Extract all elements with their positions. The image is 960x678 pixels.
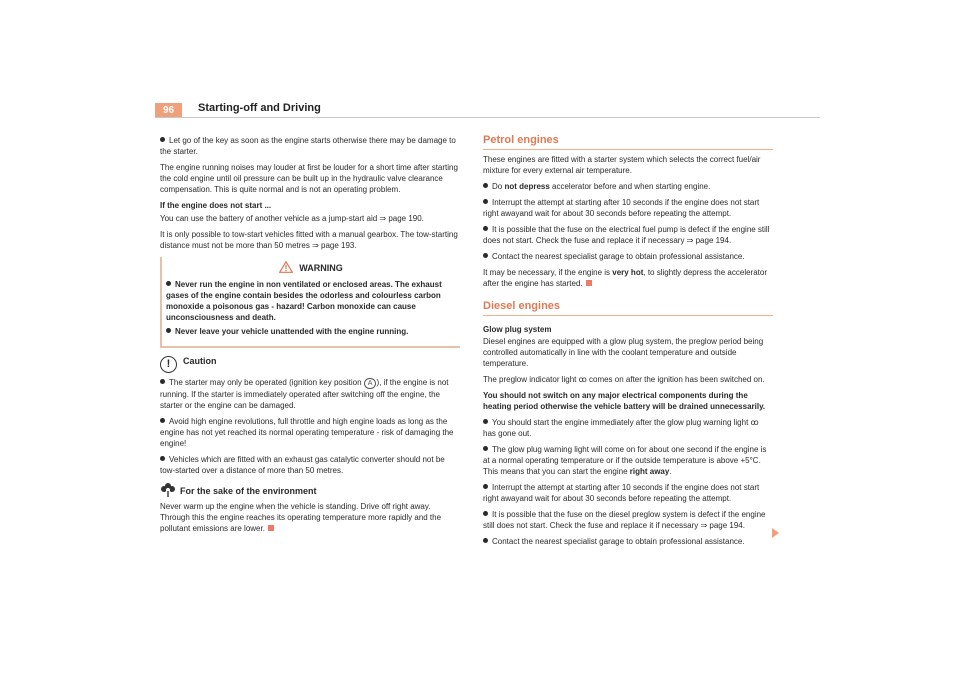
petrol-bullet-garage: Contact the nearest specialist garage to obtain professional assistance. bbox=[483, 251, 773, 262]
left-column bbox=[160, 135, 460, 539]
diesel-preglow: The preglow indicator light ꝏ comes on after the ignition has been switched on. bbox=[483, 375, 765, 384]
subheading-no-start: If the engine does not start ... bbox=[160, 201, 272, 210]
environment-heading: For the sake of the environment bbox=[160, 482, 460, 497]
bullet-icon bbox=[483, 183, 488, 188]
paragraph-tow-start: It is only possible to tow-start vehicles fitted with a manual gearbox. The tow-starting distance must not be more than 50 metres ⇒ page 193. bbox=[160, 230, 458, 250]
bullet-icon bbox=[160, 379, 165, 384]
diesel-intro: Diesel engines are equipped with a glow plug system, the preglow period being controlled automatically in line with the coolant temperature and outside temperature. bbox=[483, 337, 764, 368]
environment-flower-icon bbox=[160, 482, 176, 497]
paragraph-jump-start: You can use the battery of another vehicle as a jump-start aid ⇒ page 190. bbox=[160, 214, 424, 223]
subheading-glow-plug: Glow plug system bbox=[483, 325, 552, 334]
section-title-diesel: Diesel engines bbox=[483, 301, 773, 316]
caution-heading: ! Caution bbox=[160, 356, 460, 373]
warning-box bbox=[160, 257, 460, 348]
petrol-bullet-fuse: It is possible that the fuse on the electrical fuel pump is defect if the engine still does not start. Check the fuse and replace it if necessary ⇒ page 194. bbox=[483, 225, 770, 245]
petrol-outro: It may be necessary, if the engine is very hot, to slightly depress the accelerator after the engine has started. bbox=[483, 268, 767, 288]
page-number: 96 bbox=[155, 103, 182, 118]
bullet-icon bbox=[160, 418, 165, 423]
bullet-icon bbox=[483, 511, 488, 516]
bullet-icon bbox=[483, 199, 488, 204]
header-rule bbox=[155, 117, 820, 118]
glow-plug-icon: ꝏ bbox=[578, 375, 587, 384]
warning-bullet-ventilation: Never run the engine in non ventilated or enclosed areas. The exhaust gases of the engine contain besides the odorless and colourless carbon monoxide a poisonous gas - hazard! Carbon monoxide can cause unconsciousness and death. bbox=[166, 280, 442, 322]
petrol-intro: These engines are fitted with a starter system which selects the correct fuel/air mixture for every external air temperature. bbox=[483, 155, 761, 175]
bullet-icon bbox=[160, 137, 165, 142]
warning-triangle-icon bbox=[279, 261, 293, 273]
section-end-icon bbox=[268, 525, 274, 531]
section-title-petrol: Petrol engines bbox=[483, 135, 773, 150]
caution-bullet-starter: The starter may only be operated (ignition key position A ), if the engine is not running. If the starter is immediately operated after switching off the engine, the starter or the engine can be damaged. bbox=[160, 378, 449, 410]
next-page-arrow-icon bbox=[772, 528, 779, 538]
petrol-bullet-accelerator: Do not depress accelerator before and when starting engine. bbox=[483, 181, 773, 192]
glow-plug-icon: ꝏ bbox=[750, 418, 759, 427]
bullet-icon bbox=[483, 419, 488, 424]
bullet-icon bbox=[166, 328, 171, 333]
warning-heading: WARNING bbox=[166, 261, 456, 274]
page-title: Starting-off and Driving bbox=[198, 102, 321, 114]
warning-bullet-unattended: Never leave your vehicle unattended with the engine running. bbox=[166, 326, 456, 337]
paragraph-noise: The engine running noises may louder at first be louder for a short time after starting the cold engine until oil pressure can be built up in the hydraulic valve clearance compensation. This is quite normal and is not an operating problem. bbox=[160, 163, 458, 194]
environment-text: Never warm up the engine when the vehicle is standing. Drive off right away. Through this the engine reaches its operating temperature more rapidly and the pollutant emissions are lower. bbox=[160, 502, 442, 533]
diesel-bullet-start: You should start the engine immediately after the glow plug warning light ꝏ has gone out. bbox=[483, 418, 759, 438]
bullet-icon bbox=[483, 484, 488, 489]
petrol-bullet-interrupt: Interrupt the attempt at starting after 10 seconds if the engine does not start right awayand wait for about 30 seconds before repeating the attempt. bbox=[483, 198, 760, 218]
caution-bullet-catalytic: Vehicles which are fitted with an exhaust gas catalytic converter should not be tow-started over a distance of more than 50 metres. bbox=[160, 455, 445, 475]
bullet-release-key: Let go of the key as soon as the engine starts otherwise there may be damage to the starter. bbox=[160, 136, 456, 156]
bullet-icon bbox=[483, 226, 488, 231]
bullet-icon bbox=[166, 281, 171, 286]
diesel-bullet-warning-light: The glow plug warning light will come on for about one second if the engine is at a normal operating temperature or if the outside temperature is above +5°C. This means that you can start the engine right away. bbox=[483, 445, 767, 476]
ignition-position-a-icon: A bbox=[364, 378, 377, 389]
diesel-battery-note: You should not switch on any major electrical components during the heating period otherwise the vehicle battery will be drained unnecessarily. bbox=[483, 391, 766, 411]
caution-exclamation-icon: ! bbox=[160, 356, 177, 373]
diesel-bullet-garage: Contact the nearest specialist garage to obtain professional assistance. bbox=[483, 536, 773, 547]
diesel-bullet-interrupt: Interrupt the attempt at starting after 10 seconds if the engine does not start right awayand wait for about 30 seconds before repeating the attempt. bbox=[483, 483, 760, 503]
bullet-icon bbox=[483, 538, 488, 543]
section-end-icon bbox=[586, 280, 592, 286]
right-column bbox=[483, 135, 773, 552]
bullet-icon bbox=[483, 446, 488, 451]
diesel-bullet-fuse: It is possible that the fuse on the diesel preglow system is defect if the engine still does not start. Check the fuse and replace it if necessary ⇒ page 194. bbox=[483, 510, 766, 530]
bullet-icon bbox=[160, 456, 165, 461]
bullet-icon bbox=[483, 253, 488, 258]
caution-bullet-revolutions: Avoid high engine revolutions, full throttle and high engine loads as long as the engine has not yet reached its normal operating temperature - risk of damaging the engine! bbox=[160, 417, 454, 448]
